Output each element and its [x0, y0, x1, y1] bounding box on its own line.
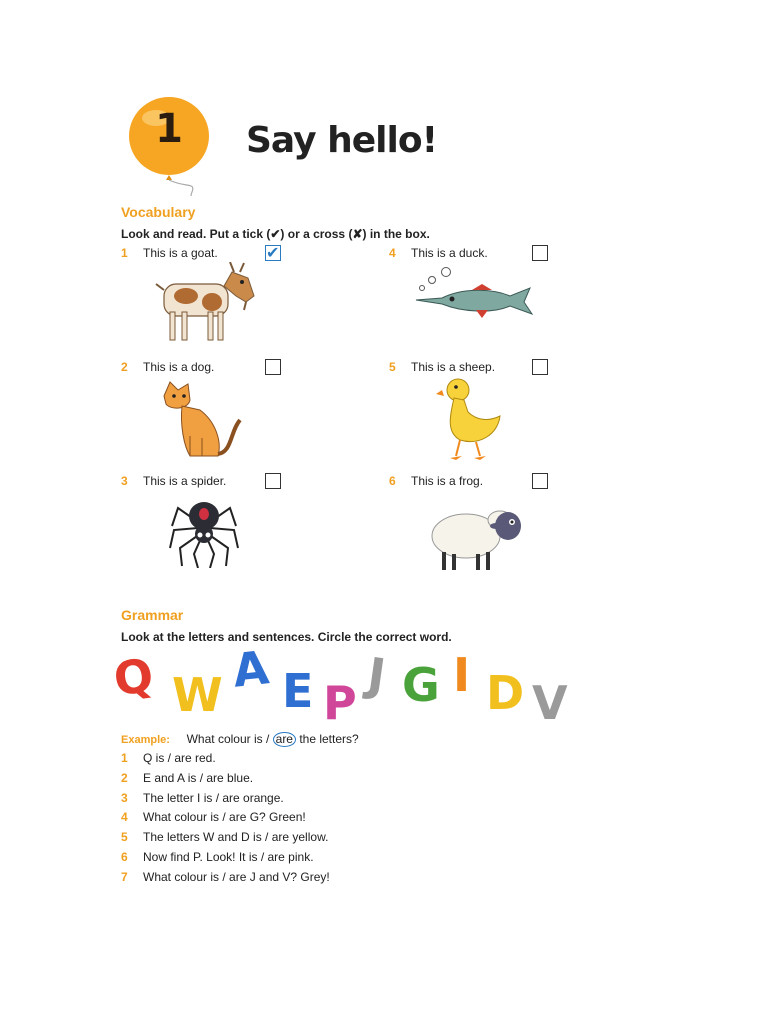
- sentence-number: 4: [121, 810, 128, 824]
- vocabulary-heading: Vocabulary: [121, 204, 196, 220]
- answer-checkbox[interactable]: [265, 245, 281, 261]
- letter-a: A: [230, 640, 272, 698]
- answer-checkbox[interactable]: [265, 473, 281, 489]
- sentence-text[interactable]: What colour is / are G? Green!: [143, 810, 306, 824]
- example-text-after: the letters?: [295, 732, 359, 746]
- letter-j: J: [364, 647, 389, 703]
- sentence-text[interactable]: The letter I is / are orange.: [143, 791, 284, 805]
- item-number: 2: [121, 360, 128, 374]
- vocab-item: [121, 360, 214, 374]
- sentence-number: 2: [121, 771, 128, 785]
- grammar-sentence: [121, 850, 314, 864]
- letter-d: D: [486, 666, 525, 720]
- item-text: This is a dog.: [143, 360, 215, 374]
- item-text: This is a frog.: [411, 474, 484, 488]
- sentence-number: 3: [121, 791, 128, 805]
- circled-answer: are: [273, 732, 296, 747]
- sentence-number: 5: [121, 830, 128, 844]
- vocab-item: [389, 360, 495, 374]
- sentence-number: 7: [121, 870, 128, 884]
- letter-v: V: [532, 676, 568, 730]
- letter-p: P: [323, 676, 357, 730]
- answer-checkbox[interactable]: [265, 359, 281, 375]
- goat-illustration: [150, 262, 260, 346]
- vocab-item: [121, 246, 218, 260]
- item-number: 4: [389, 246, 396, 260]
- example-label: Example:: [121, 734, 170, 746]
- vocab-item: [121, 474, 226, 488]
- tick-icon: ✔: [266, 243, 280, 262]
- sentence-text[interactable]: The letters W and D is / are yellow.: [143, 830, 329, 844]
- item-number: 6: [389, 474, 396, 488]
- answer-checkbox[interactable]: [532, 473, 548, 489]
- grammar-example: [121, 732, 359, 747]
- grammar-instruction: Look at the letters and sentences. Circle the correct word.: [121, 630, 452, 644]
- grammar-heading: Grammar: [121, 607, 184, 623]
- sentence-text[interactable]: What colour is / are J and V? Grey!: [143, 870, 330, 884]
- grammar-sentence: [121, 751, 216, 765]
- item-text: This is a goat.: [143, 246, 218, 260]
- unit-number: 1: [155, 106, 183, 152]
- sheep-illustration: [428, 496, 524, 574]
- sentence-number: 1: [121, 751, 128, 765]
- spider-illustration: [168, 492, 240, 568]
- vocab-item: [389, 246, 488, 260]
- item-text: This is a spider.: [143, 474, 227, 488]
- grammar-sentence: [121, 810, 306, 824]
- grammar-sentence: [121, 830, 328, 844]
- item-number: 1: [121, 246, 128, 260]
- item-number: 3: [121, 474, 128, 488]
- item-text: This is a sheep.: [411, 360, 496, 374]
- item-text: This is a duck.: [411, 246, 488, 260]
- vocab-item: [389, 474, 483, 488]
- vocabulary-instruction: Look and read. Put a tick (✔) or a cross (✘) in the box.: [121, 227, 430, 241]
- item-number: 5: [389, 360, 396, 374]
- sentence-number: 6: [121, 850, 128, 864]
- letter-g: G: [402, 658, 440, 712]
- answer-checkbox[interactable]: [532, 359, 548, 375]
- example-text-before: What colour is /: [186, 732, 273, 746]
- fish-illustration: [412, 266, 538, 328]
- grammar-sentence: [121, 791, 284, 805]
- letter-e: E: [282, 664, 314, 718]
- sentence-text[interactable]: Q is / are red.: [143, 751, 216, 765]
- letter-w: W: [172, 668, 223, 722]
- grammar-sentence: [121, 870, 330, 884]
- grammar-sentence: [121, 771, 253, 785]
- answer-checkbox[interactable]: [532, 245, 548, 261]
- duck-illustration: [436, 376, 504, 464]
- cat-illustration: [160, 376, 246, 462]
- letter-i: I: [453, 648, 471, 702]
- sentence-text[interactable]: Now find P. Look! It is / are pink.: [143, 850, 314, 864]
- sentence-text[interactable]: E and A is / are blue.: [143, 771, 254, 785]
- page-title: Say hello!: [246, 120, 437, 161]
- letter-q: Q: [110, 647, 157, 707]
